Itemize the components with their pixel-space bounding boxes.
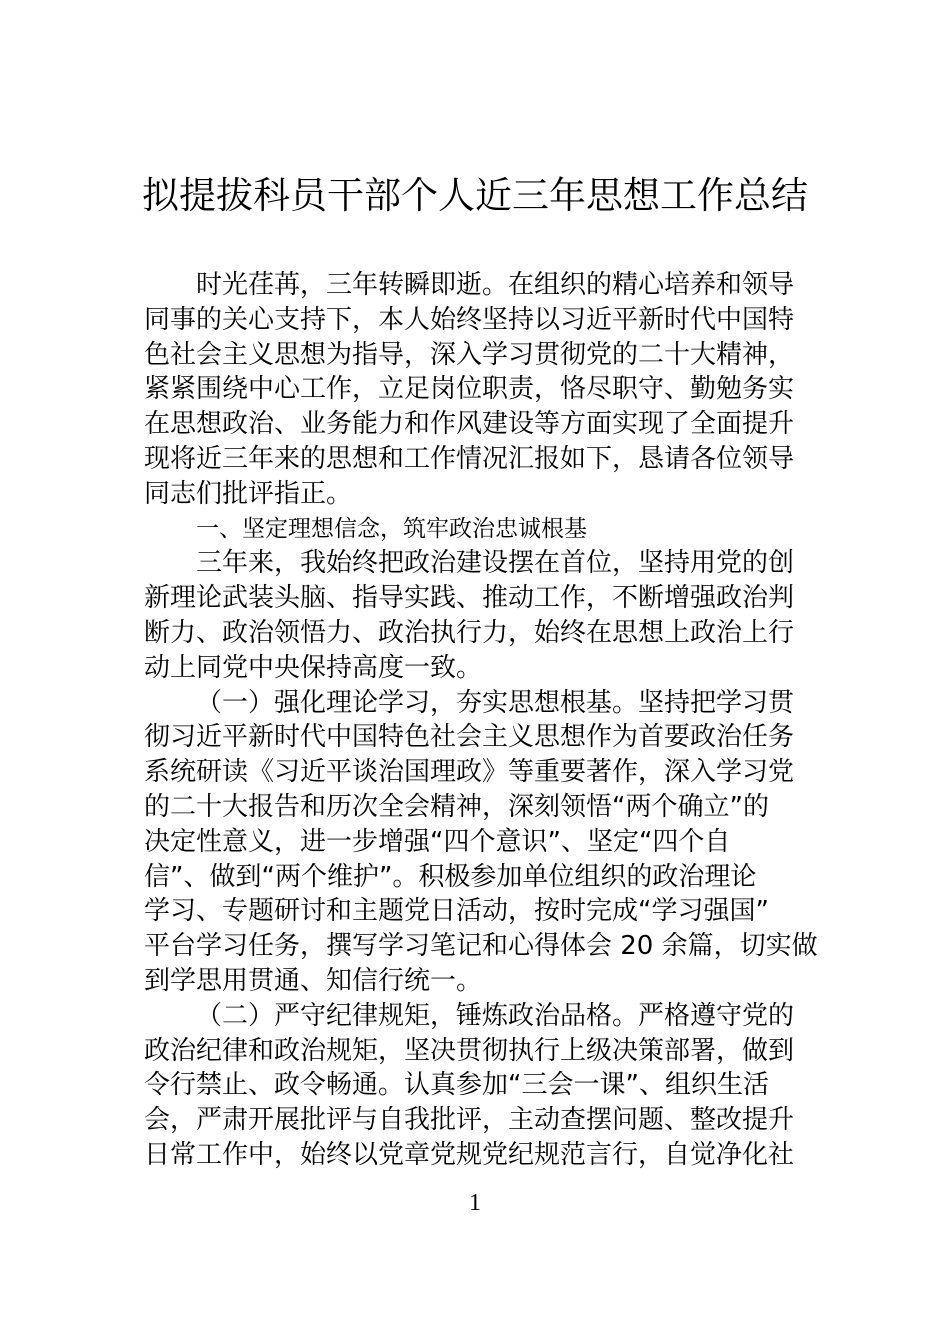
text-line: 同志们批评指正。 <box>144 478 353 509</box>
text-line: 令行禁止、政令畅通。认真参加“三会一课”、组织生活 <box>144 1070 769 1101</box>
text-line: 会，严肃开展批评与自我批评，主动查摆问题、整改提升 <box>144 1105 795 1136</box>
text-line: 同事的关心支持下，本人始终坚持以习近平新时代中国特 <box>144 304 795 335</box>
text-line: 在思想政治、业务能力和作风建设等方面实现了全面提升 <box>144 409 795 440</box>
text-line: 三年来，我始终把政治建设摆在首位，坚持用党的创 <box>196 548 795 579</box>
text-line: 系统研读《习近平谈治国理政》等重要著作，深入学习党 <box>144 757 795 788</box>
document-body <box>144 268 818 1173</box>
text-line: 日常工作中，始终以党章党规党纪规范言行，自觉净化社 <box>144 1139 795 1170</box>
text-line: （一）强化理论学习，夯实思想根基。坚持把学习贯 <box>196 687 795 718</box>
text-line: 现将近三年来的思想和工作情况汇报如下，恳请各位领导 <box>144 443 795 474</box>
text-line: 的二十大报告和历次全会精神，深刻领悟“两个确立”的 <box>144 791 769 822</box>
text-line: （二）严守纪律规矩，锤炼政治品格。严格遵守党的 <box>196 1000 795 1031</box>
text-line: 色社会主义思想为指导，深入学习贯彻党的二十大精神， <box>144 339 795 370</box>
text-line: 信”、做到“两个维护”。积极参加单位组织的政治理论 <box>144 861 757 892</box>
document-title: 拟提拔科员干部个人近三年思想工作总结 <box>142 174 808 217</box>
text-line: 到学思用贯通、知信行统一。 <box>144 965 483 996</box>
text-line: 彻习近平新时代中国特色社会主义思想作为首要政治任务 <box>144 722 795 753</box>
section-heading: 一、坚定理想信念，筑牢政治忠诚根基 <box>196 515 587 542</box>
text-line: 平台学习任务，撰写学习笔记和心得体会 20 余篇，切实做 <box>144 931 818 962</box>
text-line: 决定性意义，进一步增强“四个意识”、坚定“四个自 <box>144 826 731 857</box>
text-line: 政治纪律和政治规矩，坚决贯彻执行上级决策部署，做到 <box>144 1035 795 1066</box>
text-line: 动上同党中央保持高度一致。 <box>144 652 483 683</box>
text-line: 学习、专题研讨和主题党日活动，按时完成“学习强国” <box>144 896 769 927</box>
text-line: 断力、政治领悟力、政治执行力，始终在思想上政治上行 <box>144 617 795 648</box>
text-line: 紧紧围绕中心工作，立足岗位职责，恪尽职守、勤勉务实 <box>144 374 795 405</box>
text-line: 新理论武装头脑、指导实践、推动工作，不断增强政治判 <box>144 583 795 614</box>
text-line: 时光荏苒，三年转瞬即逝。在组织的精心培养和领导 <box>196 270 795 300</box>
page-number: 1 <box>469 1190 481 1216</box>
